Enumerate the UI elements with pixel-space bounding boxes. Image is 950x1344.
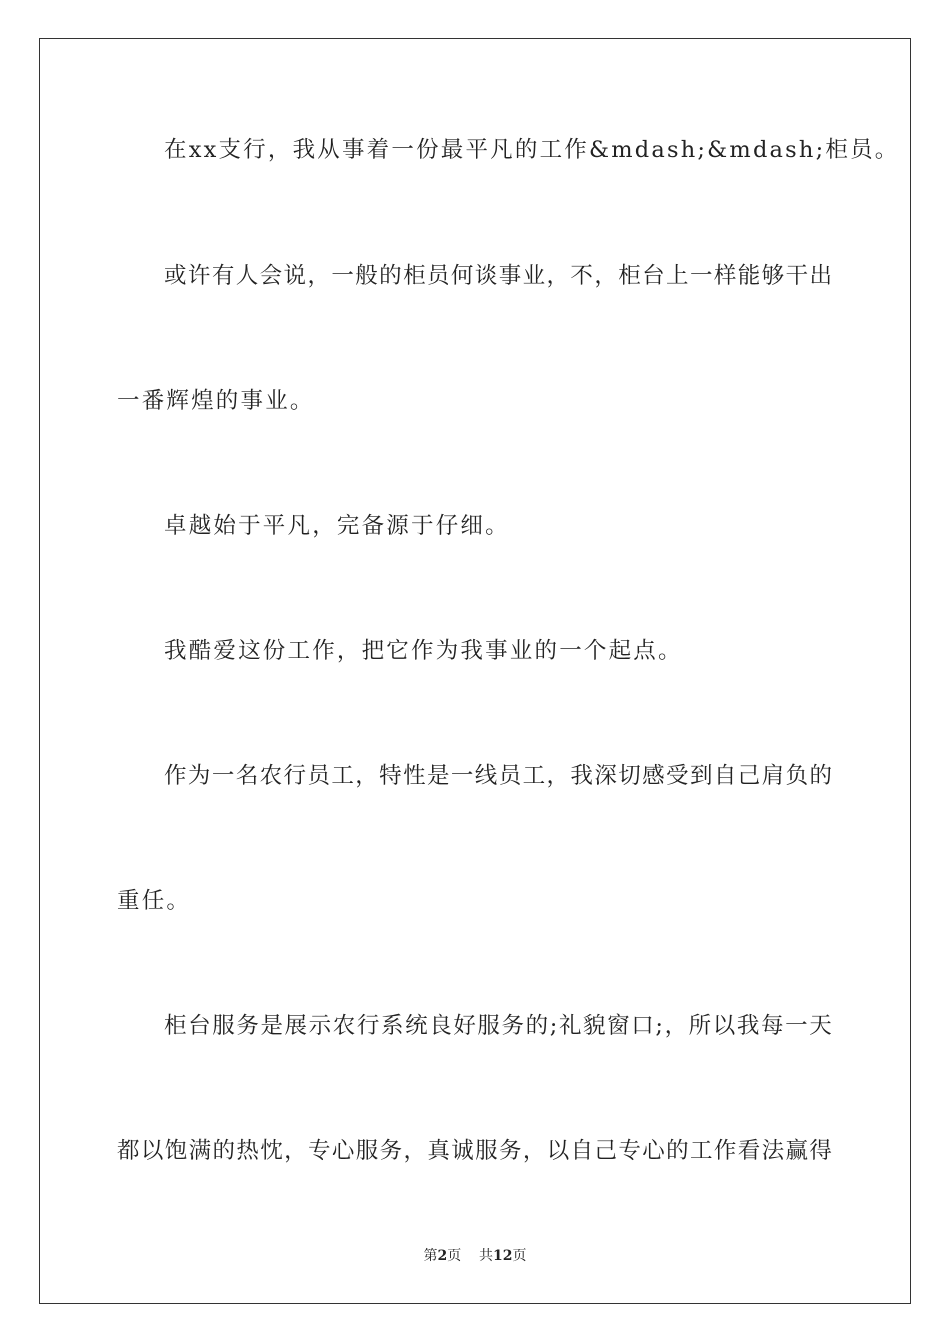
- total-prefix: 共: [479, 1248, 494, 1264]
- page-prefix: 第: [423, 1248, 438, 1264]
- paragraph-line: 一番辉煌的事业。: [117, 388, 315, 414]
- paragraph-line: 柜 台 服 务 是 展 示 农 行 系 统 良 好 服 务 的 ; 礼 貌 窗 口 ; ， 所 以 我 每 一 天: [164, 1013, 832, 1039]
- total-suffix: 页: [512, 1248, 527, 1264]
- page-footer: [0, 1247, 950, 1265]
- paragraph-line: 都 以 饱 满 的 热 忱 ， 专 心 服 务 ， 真 诚 服 务 ， 以 自 己 专 心 的 工 作 看 法 赢 得: [117, 1138, 832, 1164]
- page-number: 2: [437, 1248, 448, 1264]
- paragraph-line: 或 许 有 人 会 说 ， 一 般 的 柜 员 何 谈 事 业 ， 不 ， 柜 台 上 一 样 能 够 干 出: [164, 263, 832, 289]
- paragraph-line: 在xx支行，我从事着一份最平凡的工作&mdash;&mdash;柜员。: [164, 137, 900, 163]
- total-pages: 12: [493, 1248, 513, 1264]
- paragraph-line: 重任。: [117, 888, 192, 914]
- page-frame: [39, 38, 911, 1304]
- paragraph-line: 卓越始于平凡，完备源于仔细。: [164, 513, 510, 539]
- page-suffix: 页: [447, 1248, 462, 1264]
- paragraph-line: 我酷爱这份工作，把它作为我事业的一个起点。: [164, 638, 683, 664]
- paragraph-line: 作 为 一 名 农 行 员 工 ， 特 性 是 一 线 员 工 ， 我 深 切 感 受 到 自 己 肩 负 的: [164, 763, 832, 789]
